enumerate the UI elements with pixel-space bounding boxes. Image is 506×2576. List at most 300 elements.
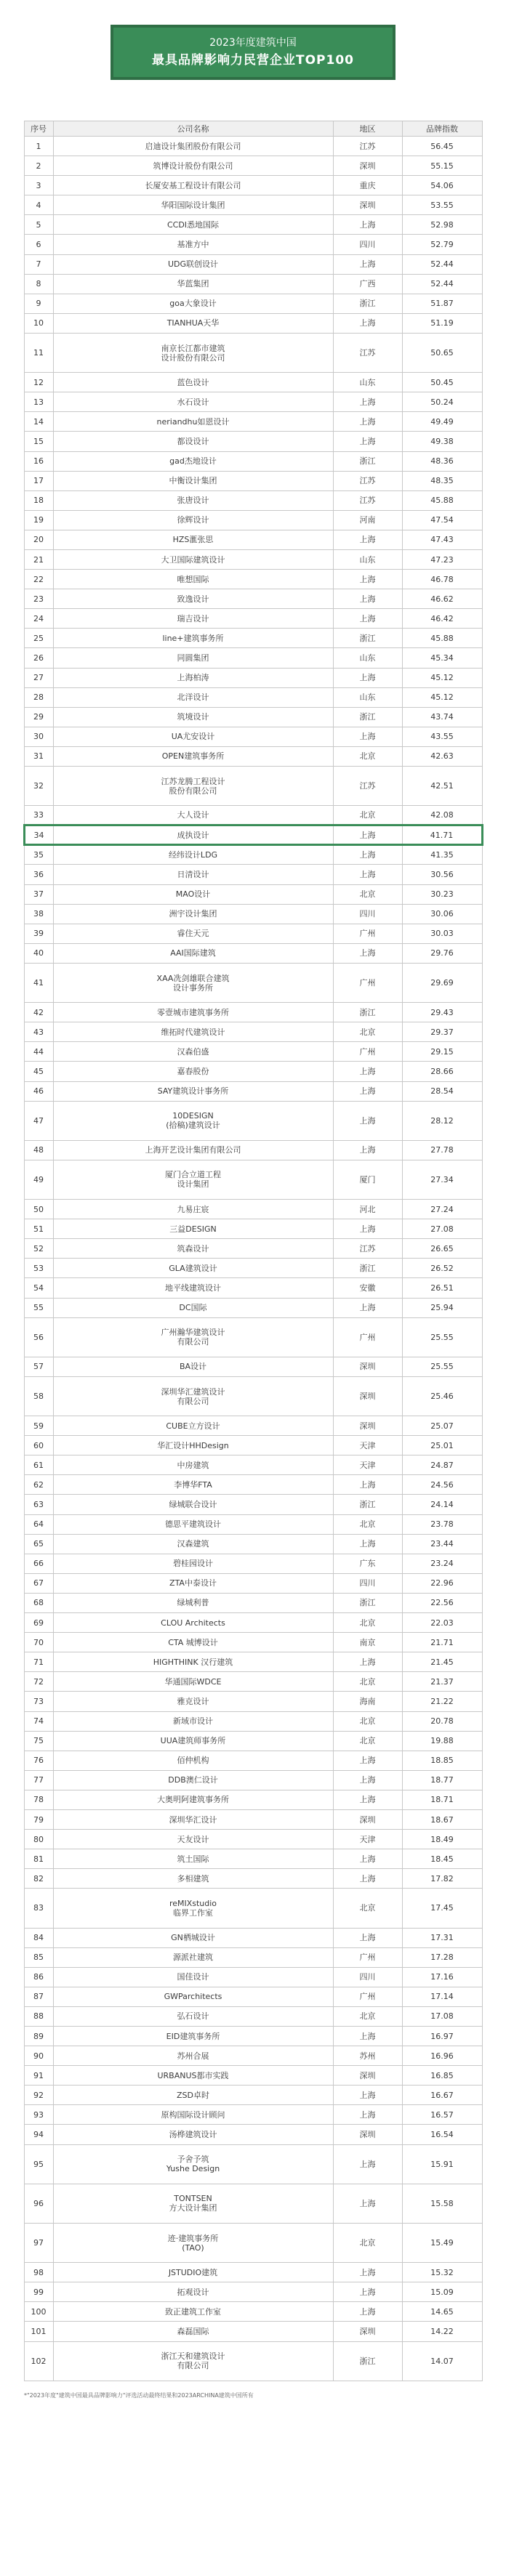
cell-company-name: 华蓝集团 [53,274,333,294]
cell-rank: 5 [24,215,53,235]
cell-region: 深圳 [333,2125,402,2144]
cell-brand-index: 53.55 [402,195,482,215]
table-row [24,471,482,490]
cell-company-name: 江苏龙腾工程设计 股份有限公司 [53,767,333,806]
cell-region: 天津 [333,1455,402,1475]
cell-brand-index: 15.91 [402,2144,482,2184]
cell-brand-index: 19.88 [402,1731,482,1751]
cell-brand-index: 46.78 [402,570,482,589]
cell-region: 厦门 [333,1160,402,1199]
cell-brand-index: 16.96 [402,2046,482,2066]
cell-region: 上海 [333,943,402,963]
cell-rank: 51 [24,1219,53,1239]
cell-region: 上海 [333,2302,402,2322]
cell-rank: 58 [24,1376,53,1416]
column-header-rank: 序号 [24,121,53,137]
table-row [24,1376,482,1416]
cell-region: 上海 [333,668,402,687]
cell-rank: 45 [24,1062,53,1081]
cell-region: 苏州 [333,2046,402,2066]
cell-company-name: EID建筑事务所 [53,2027,333,2046]
table-row [24,215,482,235]
cell-company-name: 森磊国际 [53,2322,333,2341]
cell-company-name: 张唐设计 [53,490,333,510]
table-row [24,2125,482,2144]
cell-brand-index: 21.45 [402,1652,482,1672]
cell-brand-index: 25.55 [402,1357,482,1376]
cell-company-name: gad杰地设计 [53,451,333,471]
cell-rank: 3 [24,176,53,195]
table-row [24,1200,482,1219]
cell-brand-index: 15.49 [402,2223,482,2262]
cell-region: 上海 [333,1219,402,1239]
table-row [24,1042,482,1062]
cell-brand-index: 27.78 [402,1140,482,1160]
cell-rank: 9 [24,294,53,313]
cell-brand-index: 45.12 [402,668,482,687]
cell-rank: 66 [24,1554,53,1573]
cell-brand-index: 25.01 [402,1436,482,1455]
cell-region: 上海 [333,432,402,451]
table-row [24,1790,482,1809]
cell-region: 上海 [333,1101,402,1140]
table-row [24,609,482,629]
cell-brand-index: 24.56 [402,1475,482,1495]
table-row [24,1770,482,1790]
cell-brand-index: 30.56 [402,865,482,884]
table-row [24,156,482,176]
cell-rank: 52 [24,1239,53,1259]
cell-rank: 91 [24,2066,53,2086]
cell-rank: 56 [24,1317,53,1357]
cell-rank: 21 [24,549,53,569]
cell-rank: 6 [24,235,53,254]
cell-company-name: 瑞吉设计 [53,609,333,629]
cell-company-name: 天友设计 [53,1830,333,1849]
cell-region: 北京 [333,2223,402,2262]
table-row [24,924,482,943]
cell-rank: 24 [24,609,53,629]
cell-region: 深圳 [333,1809,402,1829]
cell-company-name: CUBE立方设计 [53,1416,333,1436]
cell-brand-index: 42.51 [402,767,482,806]
cell-rank: 94 [24,2125,53,2144]
cell-region: 广州 [333,924,402,943]
cell-brand-index: 16.85 [402,2066,482,2086]
cell-region: 山东 [333,373,402,392]
cell-company-name: line+建筑事务所 [53,629,333,648]
cell-region: 四川 [333,1967,402,1987]
cell-rank: 96 [24,2184,53,2223]
cell-company-name: 筑森设计 [53,1239,333,1259]
cell-company-name: 大人设计 [53,806,333,825]
cell-brand-index: 17.82 [402,1869,482,1889]
cell-brand-index: 50.65 [402,333,482,372]
cell-company-name: 佰仲机构 [53,1751,333,1770]
cell-region: 上海 [333,2086,402,2105]
cell-rank: 42 [24,1003,53,1022]
cell-company-name: 绿城利普 [53,1593,333,1612]
table-row [24,629,482,648]
table-row [24,2086,482,2105]
cell-region: 浙江 [333,1003,402,1022]
cell-rank: 27 [24,668,53,687]
cell-rank: 54 [24,1278,53,1298]
cell-brand-index: 27.24 [402,1200,482,1219]
cell-brand-index: 21.37 [402,1672,482,1692]
cell-company-name: 汉森建筑 [53,1534,333,1554]
cell-rank: 99 [24,2282,53,2302]
cell-company-name: 李博华FTA [53,1475,333,1495]
cell-region: 上海 [333,530,402,549]
cell-company-name: 徐辉设计 [53,510,333,530]
cell-rank: 92 [24,2086,53,2105]
cell-region: 上海 [333,254,402,274]
cell-brand-index: 17.28 [402,1947,482,1967]
cell-company-name: 九易庄宸 [53,1200,333,1219]
cell-company-name: 成执设计 [53,825,333,845]
table-row [24,1416,482,1436]
cell-brand-index: 16.67 [402,2086,482,2105]
cell-company-name: XAA冼剑雄联合建筑 设计事务所 [53,963,333,1002]
table-row [24,589,482,609]
cell-company-name: 蓝色设计 [53,373,333,392]
cell-brand-index: 41.35 [402,845,482,865]
cell-rank: 36 [24,865,53,884]
table-row [24,668,482,687]
table-row [24,943,482,963]
table-row [24,549,482,569]
cell-company-name: GWParchitects [53,1987,333,2006]
cell-rank: 60 [24,1436,53,1455]
cell-company-name: 源派社建筑 [53,1947,333,1967]
cell-company-name: CTA 城博设计 [53,1633,333,1652]
cell-region: 上海 [333,2184,402,2223]
cell-company-name: HZS滙张思 [53,530,333,549]
cell-brand-index: 50.24 [402,392,482,412]
cell-region: 北京 [333,884,402,904]
cell-region: 上海 [333,412,402,432]
cell-company-name: 德思平建筑设计 [53,1514,333,1534]
table-row [24,746,482,766]
cell-region: 天津 [333,1436,402,1455]
cell-brand-index: 29.15 [402,1042,482,1062]
cell-rank: 19 [24,510,53,530]
table-row [24,904,482,924]
cell-region: 广州 [333,1987,402,2006]
cell-brand-index: 15.58 [402,2184,482,2223]
table-row [24,1081,482,1101]
cell-company-name: 原构国际设计顾问 [53,2105,333,2125]
cell-region: 上海 [333,2027,402,2046]
cell-company-name: 上海开艺设计集团有限公司 [53,1140,333,1160]
cell-rank: 80 [24,1830,53,1849]
table-row [24,1869,482,1889]
cell-company-name: 10DESIGN (拾稿)建筑设计 [53,1101,333,1140]
cell-company-name: 多相建筑 [53,1869,333,1889]
cell-region: 广东 [333,1554,402,1573]
cell-company-name: 基准方中 [53,235,333,254]
cell-rank: 93 [24,2105,53,2125]
cell-rank: 100 [24,2302,53,2322]
cell-rank: 8 [24,274,53,294]
cell-region: 广州 [333,963,402,1002]
cell-rank: 70 [24,1633,53,1652]
cell-region: 山东 [333,648,402,668]
cell-rank: 46 [24,1081,53,1101]
cell-brand-index: 18.67 [402,1809,482,1829]
cell-company-name: 致正建筑工作室 [53,2302,333,2322]
cell-company-name: TIANHUA天华 [53,313,333,333]
table-row [24,1928,482,1947]
table-row [24,687,482,707]
cell-region: 海南 [333,1692,402,1711]
cell-region: 北京 [333,1022,402,1042]
cell-brand-index: 17.16 [402,1967,482,1987]
cell-region: 上海 [333,1062,402,1081]
cell-company-name: 南京长江都市建筑 设计股份有限公司 [53,333,333,372]
cell-region: 上海 [333,392,402,412]
cell-company-name: 汤桦建筑设计 [53,2125,333,2144]
column-header-company: 公司名称 [53,121,333,137]
table-row [24,845,482,865]
cell-company-name: 华汇设计HHDesign [53,1436,333,1455]
cell-brand-index: 17.08 [402,2006,482,2026]
cell-region: 安徽 [333,1278,402,1298]
cell-brand-index: 25.55 [402,1317,482,1357]
table-row [24,1475,482,1495]
cell-company-name: 筑境设计 [53,707,333,727]
cell-brand-index: 48.35 [402,471,482,490]
cell-rank: 63 [24,1495,53,1514]
cell-rank: 87 [24,1987,53,2006]
cell-company-name: 洲宇设计集团 [53,904,333,924]
cell-rank: 33 [24,806,53,825]
table-header-row [24,121,482,137]
cell-company-name: 浙江天和建筑设计 有限公司 [53,2341,333,2381]
cell-company-name: 苏州合展 [53,2046,333,2066]
cell-company-name: 中房建筑 [53,1455,333,1475]
cell-brand-index: 24.14 [402,1495,482,1514]
cell-brand-index: 25.94 [402,1298,482,1317]
cell-rank: 25 [24,629,53,648]
table-row [24,1455,482,1475]
table-row [24,235,482,254]
table-row [24,1987,482,2006]
table-row [24,1317,482,1357]
cell-company-name: 水石设计 [53,392,333,412]
cell-brand-index: 20.78 [402,1711,482,1731]
cell-rank: 64 [24,1514,53,1534]
cell-rank: 75 [24,1731,53,1751]
table-row [24,2341,482,2381]
cell-brand-index: 23.78 [402,1514,482,1534]
cell-rank: 72 [24,1672,53,1692]
cell-region: 四川 [333,235,402,254]
cell-rank: 84 [24,1928,53,1947]
table-row [24,1809,482,1829]
table-row [24,1101,482,1140]
cell-brand-index: 54.06 [402,176,482,195]
title-line-2: 最具品牌影响力民营企业TOP100 [152,53,354,68]
cell-brand-index: 42.08 [402,806,482,825]
cell-company-name: 零壹城市建筑事务所 [53,1003,333,1022]
cell-region: 浙江 [333,707,402,727]
cell-rank: 62 [24,1475,53,1495]
cell-brand-index: 18.85 [402,1751,482,1770]
table-row [24,1140,482,1160]
table-row [24,1711,482,1731]
cell-company-name: 睿住天元 [53,924,333,943]
cell-region: 河南 [333,510,402,530]
cell-company-name: OPEN建筑事务所 [53,746,333,766]
cell-rank: 79 [24,1809,53,1829]
cell-rank: 7 [24,254,53,274]
cell-brand-index: 30.06 [402,904,482,924]
table-row [24,137,482,156]
table-row [24,2223,482,2262]
cell-region: 江苏 [333,490,402,510]
cell-region: 广州 [333,1947,402,1967]
cell-rank: 86 [24,1967,53,1987]
cell-company-name: 唯想国际 [53,570,333,589]
cell-rank: 55 [24,1298,53,1317]
cell-brand-index: 17.31 [402,1928,482,1947]
cell-company-name: 迹·建筑事务所 (TAO) [53,2223,333,2262]
cell-company-name: URBANUS都市实践 [53,2066,333,2086]
cell-rank: 30 [24,727,53,746]
cell-rank: 47 [24,1101,53,1140]
cell-brand-index: 15.32 [402,2263,482,2282]
table-row [24,2263,482,2282]
table-row [24,1436,482,1455]
cell-region: 江苏 [333,471,402,490]
cell-region: 重庆 [333,176,402,195]
cell-region: 江苏 [333,333,402,372]
cell-region: 深圳 [333,1376,402,1416]
cell-rank: 35 [24,845,53,865]
cell-brand-index: 46.62 [402,589,482,609]
table-row [24,510,482,530]
cell-rank: 78 [24,1790,53,1809]
cell-region: 上海 [333,313,402,333]
table-row [24,806,482,825]
cell-brand-index: 22.03 [402,1613,482,1633]
cell-region: 北京 [333,1672,402,1692]
table-row [24,2006,482,2026]
table-row [24,2046,482,2066]
cell-brand-index: 41.71 [402,825,482,845]
cell-company-name: 新域市设计 [53,1711,333,1731]
cell-company-name: 汉森伯盛 [53,1042,333,1062]
table-row [24,392,482,412]
cell-company-name: HIGHTHINK 汉行建筑 [53,1652,333,1672]
cell-region: 上海 [333,1298,402,1317]
cell-region: 江苏 [333,1239,402,1259]
cell-brand-index: 51.87 [402,294,482,313]
cell-brand-index: 45.34 [402,648,482,668]
table-row [24,1573,482,1593]
cell-company-name: GLA建筑设计 [53,1259,333,1278]
cell-region: 上海 [333,1140,402,1160]
cell-company-name: CLOU Architects [53,1613,333,1633]
cell-company-name: UUA建筑师事务所 [53,1731,333,1751]
cell-rank: 22 [24,570,53,589]
cell-region: 上海 [333,825,402,845]
cell-brand-index: 46.42 [402,609,482,629]
cell-region: 山东 [333,549,402,569]
cell-region: 北京 [333,1613,402,1633]
table-row [24,2066,482,2086]
cell-company-name: 筑博设计股份有限公司 [53,156,333,176]
cell-region: 浙江 [333,451,402,471]
cell-company-name: CCDI悉地国际 [53,215,333,235]
cell-company-name: SAY建筑设计事务所 [53,1081,333,1101]
table-row [24,2282,482,2302]
table-row [24,1633,482,1652]
table-row [24,1239,482,1259]
table-row [24,884,482,904]
cell-rank: 77 [24,1770,53,1790]
cell-rank: 53 [24,1259,53,1278]
cell-region: 河北 [333,1200,402,1219]
cell-company-name: 深圳华汇建筑设计 有限公司 [53,1376,333,1416]
cell-company-name: 地平线建筑设计 [53,1278,333,1298]
table-row [24,2144,482,2184]
cell-brand-index: 49.38 [402,432,482,451]
cell-rank: 57 [24,1357,53,1376]
cell-rank: 32 [24,767,53,806]
table-row [24,707,482,727]
cell-brand-index: 26.65 [402,1239,482,1259]
cell-rank: 26 [24,648,53,668]
cell-brand-index: 16.54 [402,2125,482,2144]
cell-region: 北京 [333,1514,402,1534]
cell-rank: 28 [24,687,53,707]
cell-brand-index: 47.54 [402,510,482,530]
table-row [24,274,482,294]
cell-region: 上海 [333,1475,402,1495]
table-row [24,2027,482,2046]
cell-rank: 73 [24,1692,53,1711]
table-row [24,1062,482,1081]
cell-rank: 20 [24,530,53,549]
cell-region: 深圳 [333,1357,402,1376]
table-row [24,825,482,845]
cell-brand-index: 18.77 [402,1770,482,1790]
cell-company-name: 维拓时代建筑设计 [53,1022,333,1042]
cell-brand-index: 47.43 [402,530,482,549]
table-row [24,1830,482,1849]
cell-company-name: 都设设计 [53,432,333,451]
table-body [24,137,482,2381]
cell-brand-index: 28.66 [402,1062,482,1081]
cell-region: 北京 [333,1711,402,1731]
cell-brand-index: 22.96 [402,1573,482,1593]
cell-rank: 81 [24,1849,53,1869]
cell-company-name: 拓观设计 [53,2282,333,2302]
table-row [24,1731,482,1751]
table-row [24,1889,482,1928]
cell-region: 上海 [333,1751,402,1770]
cell-region: 上海 [333,1790,402,1809]
table-row [24,2302,482,2322]
cell-company-name: 华通国际WDCE [53,1672,333,1692]
table-row [24,1357,482,1376]
cell-region: 北京 [333,1731,402,1751]
cell-brand-index: 29.76 [402,943,482,963]
cell-rank: 89 [24,2027,53,2046]
